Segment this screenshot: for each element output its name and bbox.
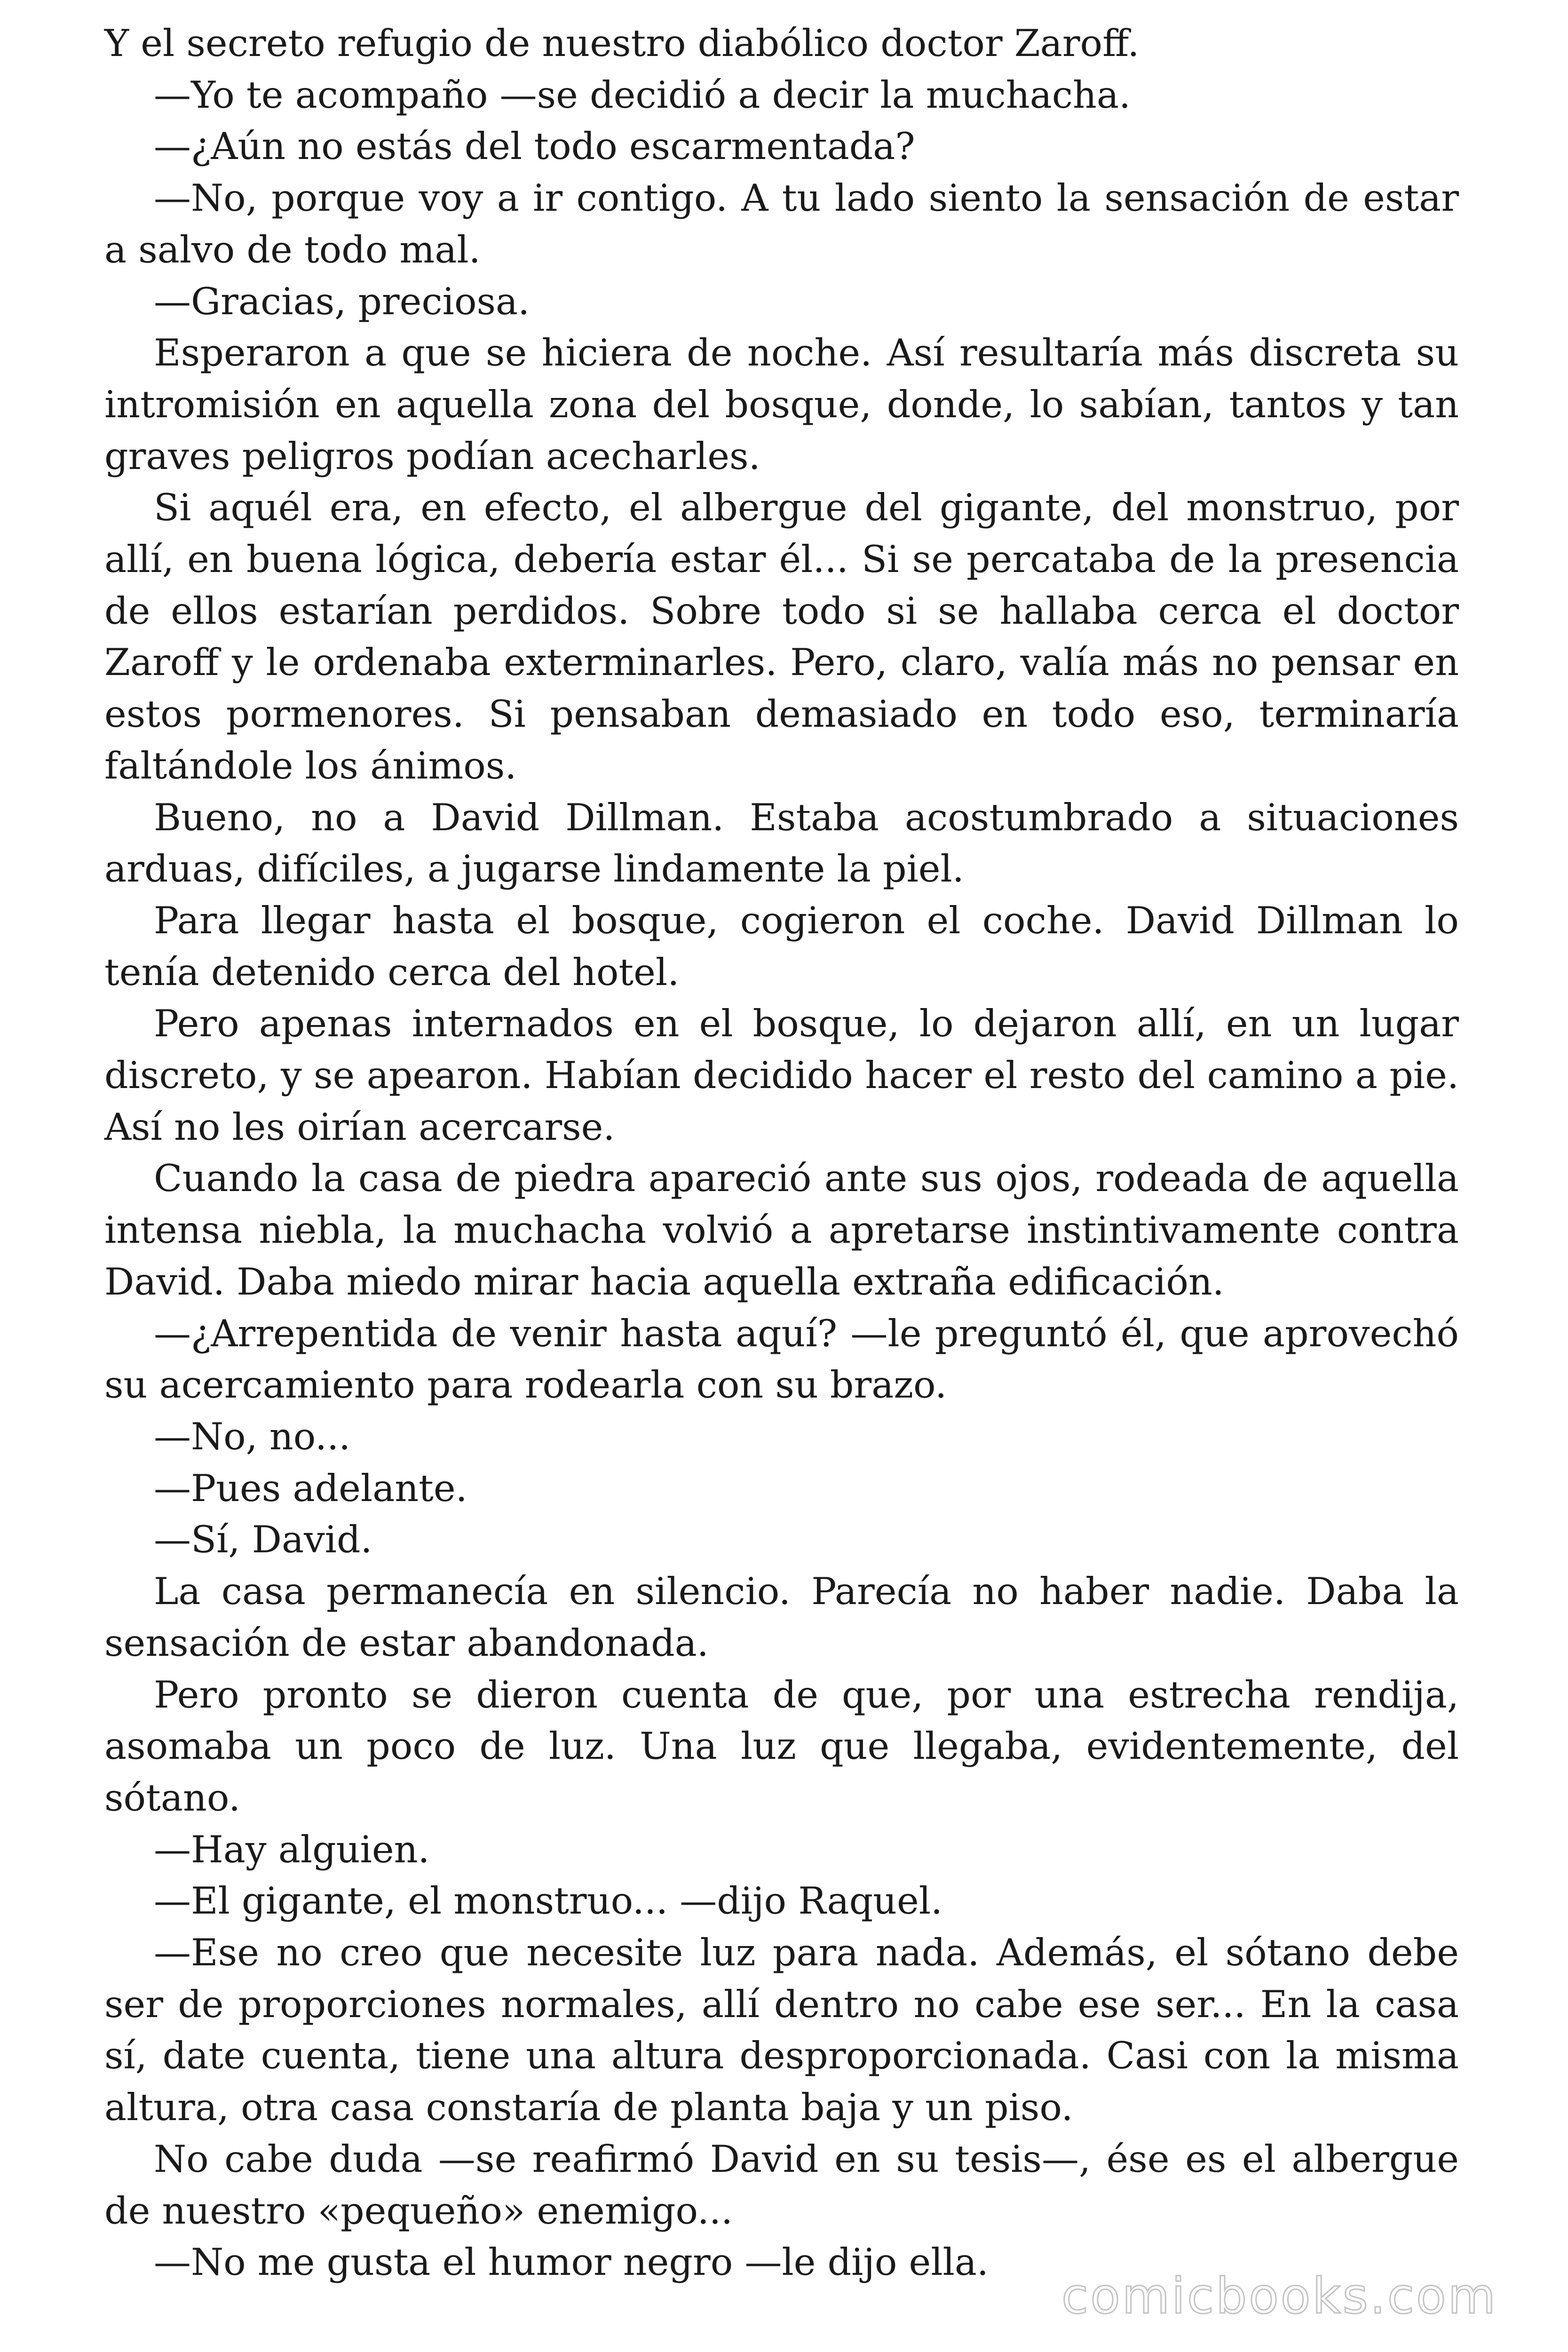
paragraph-6: Esperaron a que se hiciera de noche. Así resultaría más discreta su intromisión en aquella zona del bosque, donde, lo sabían, tantos y tan graves peligros podían acecharles. [104,331,1459,478]
paragraph-5: —Gracias, preciosa. [154,279,530,323]
paragraph-7: Si aquél era, en efecto, el albergue del gigante, del monstruo, por allí, en buena lógica, debería estar él... Si se percataba de la presencia de ellos estarían perdidos. Sobre todo si se hallaba cerca el doctor Zaroff y le ordenaba exterminarles. Pero, claro, valía más no pensar en estos pormenores. Si pensaban demasiado en todo eso, terminaría faltándole los ánimos. [104,486,1459,787]
paragraph-15: —Sí, David. [154,1518,372,1562]
paragraph-21: No cabe duda —se reafirmó David en su tesis—, ése es el albergue de nuestro «pequeño» enemigo... [104,2137,1459,2233]
paragraph-10: Pero apenas internados en el bosque, lo dejaron allí, en un lugar discreto, y se apearon. Habían decidido hacer el resto del camino a pie. Así no les oirían acercarse. [104,1002,1459,1149]
watermark: comicbooks.com [1061,2267,1497,2325]
paragraph-14: —Pues adelante. [154,1466,467,1510]
paragraph-4: —No, porque voy a ir contigo. A tu lado siento la sensación de estar a salvo de todo mal. [104,176,1459,271]
paragraph-1: Y el secreto refugio de nuestro diabólico doctor Zaroff. [104,22,1140,65]
paragraph-3: —¿Aún no estás del todo escarmentada? [154,125,915,168]
paragraph-2: —Yo te acompaño —se decidió a decir la muchacha. [154,73,1131,117]
paragraph-20: —Ese no creo que necesite luz para nada. Además, el sótano debe ser de proporciones normales, allí dentro no cabe ese ser... En la casa sí, date cuenta, tiene una altura desproporcionada. Casi con la misma altura, otra casa constaría de planta baja y un piso. [104,1931,1459,2130]
page-body [104,18,1459,2288]
paragraph-18: —Hay alguien. [154,1828,430,1871]
paragraph-19: —El gigante, el monstruo... —dijo Raquel. [154,1879,943,1923]
paragraph-17: Pero pronto se dieron cuenta de que, por una estrecha rendija, asomaba un poco de luz. Una luz que llegaba, evidentemente, del sótano. [104,1673,1459,1820]
paragraph-12: —¿Arrepentida de venir hasta aquí? —le preguntó él, que aprovechó su acercamiento para rodearla con su brazo. [104,1311,1459,1407]
paragraph-22: —No me gusta el humor negro —le dijo ella. [154,2241,989,2284]
paragraph-16: La casa permanecía en silencio. Parecía no haber nadie. Daba la sensación de estar abandonada. [104,1570,1459,1665]
paragraph-13: —No, no... [154,1414,351,1458]
paragraph-9: Para llegar hasta el bosque, cogieron el coche. David Dillman lo tenía detenido cerca del hotel. [104,898,1459,994]
paragraph-11: Cuando la casa de piedra apareció ante sus ojos, rodeada de aquella intensa niebla, la muchacha volvió a apretarse instintivamente contra David. Daba miedo mirar hacia aquella extraña edificación. [104,1157,1459,1303]
paragraph-8: Bueno, no a David Dillman. Estaba acostumbrado a situaciones arduas, difíciles, a jugarse lindamente la piel. [104,795,1459,891]
